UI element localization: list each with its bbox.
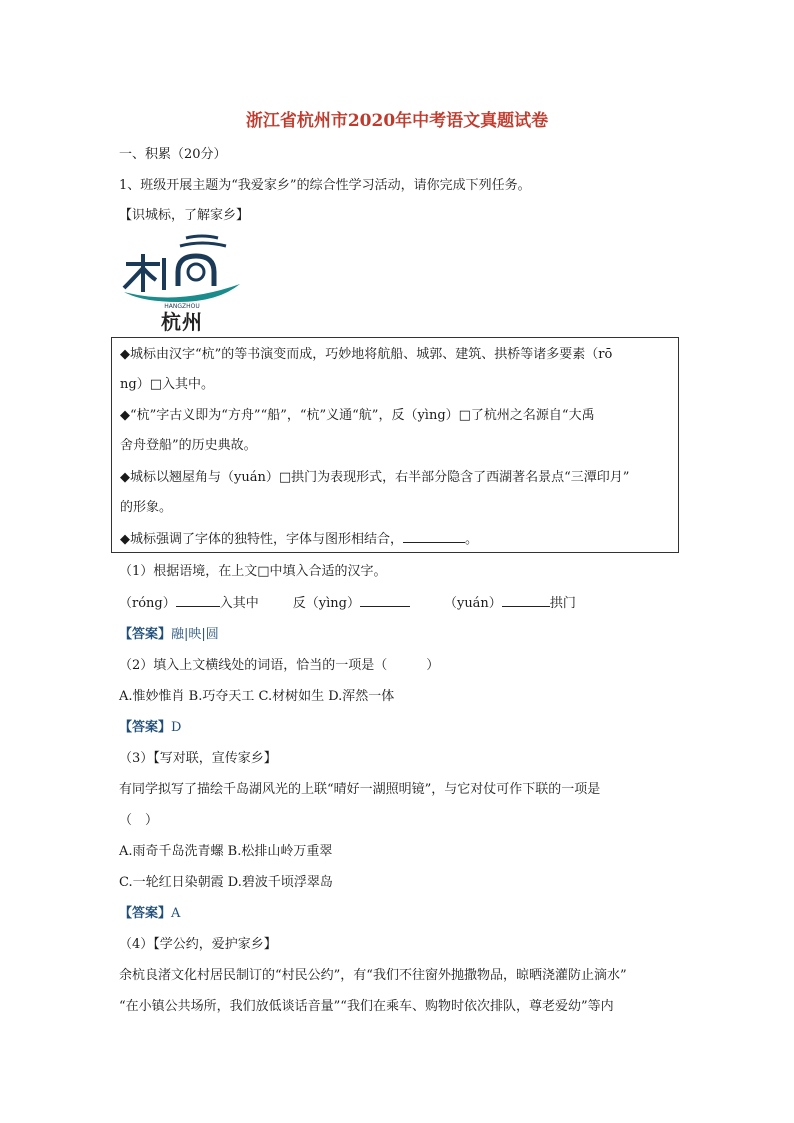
- fill-label: （yuán）: [443, 596, 502, 611]
- box-text: 。: [465, 532, 479, 547]
- question-1-3-options-ab: A.雨奇千岛洗青螺 B.松排山岭万重翠: [119, 844, 333, 859]
- question-1-1: （1）根据语境，在上文□中填入合适的汉字。: [119, 564, 387, 579]
- box-line: ◆城标由汉字“杭”的等书演变而成，巧妙地将航船、城郭、建筑、拱桥等诸多要素（rō: [120, 347, 613, 362]
- question-1-4: （4）【学公约，爱护家乡】: [119, 937, 277, 952]
- hangzhou-logo-icon: [118, 232, 246, 310]
- fill-blank: [403, 530, 465, 543]
- question-1-3-text: 有同学拟写了描绘千岛湖风光的上联“晴好一湖照明镜”，与它对仗可作下联的一项是: [119, 782, 601, 797]
- logo-english-text: HANGZHOU: [164, 303, 200, 310]
- fill-label: 反（yìng）: [292, 596, 360, 611]
- question-1-2: （2）填入上文横线处的词语，恰当的一项是（ ）: [119, 658, 440, 673]
- answer-label: 【答案】: [119, 906, 172, 921]
- fill-blank: [360, 594, 410, 607]
- hangzhou-city-logo: [118, 232, 246, 334]
- section-heading: 一、积累（20分）: [119, 147, 227, 162]
- box-line: 舍舟登船”的历史典故。: [120, 438, 257, 453]
- question-1-3-options-cd: C.一轮红日染朝霞 D.碧波千顷浮翠岛: [119, 875, 333, 890]
- fill-in-row: [119, 594, 576, 613]
- logo-chinese-text: 杭州: [161, 310, 203, 334]
- answer-3: [119, 905, 180, 923]
- fill-label: 拱门: [549, 596, 576, 611]
- answer-2: [119, 719, 181, 737]
- question-1-3-paren: （ ）: [119, 813, 159, 828]
- answer-label: 【答案】: [119, 627, 172, 642]
- question-1-2-options: A.惟妙惟肖 B.巧夺天工 C.材树如生 D.浑然一体: [119, 689, 395, 704]
- page-title: 浙江省杭州市2020年中考语文真题试卷: [245, 111, 549, 131]
- box-line: 的形象。: [120, 500, 173, 515]
- fill-label: 入其中: [219, 596, 259, 611]
- box-line: [120, 530, 478, 549]
- answer-value: D: [171, 720, 182, 735]
- material-box: [111, 337, 679, 553]
- box-line: ◆城标以翘屋角与（yuán）□拱门为表现形式，右半部分隐含了西湖著名景点“三潭印月”: [120, 470, 630, 485]
- fill-label: （róng）: [119, 596, 176, 611]
- fill-blank: [176, 594, 220, 607]
- answer-value: 融|映|圆: [171, 627, 219, 642]
- box-line: ng）□入其中。: [120, 377, 214, 392]
- question-1-4-text: “在小镇公共场所，我们放低谈话音量”“我们在乘车、购物时依次排队，尊老爱幼”等内: [119, 999, 614, 1014]
- box-text: ◆城标强调了字体的独特性，字体与图形相结合，: [120, 532, 403, 547]
- question-1-4-text: 余杭良渚文化村居民制订的“村民公约”，有“我们不往窗外抛撒物品，晾晒浇灌防止滴水”: [119, 968, 627, 983]
- task-heading-1: 【识城标，了解家乡】: [119, 208, 250, 223]
- answer-label: 【答案】: [119, 720, 172, 735]
- question-1-3: （3）【写对联，宣传家乡】: [119, 751, 277, 766]
- fill-blank: [502, 594, 550, 607]
- answer-1: [119, 626, 219, 644]
- box-line: ◆“杭”字古义即为“方舟”“船”，“杭”义通“航”，反（yìng）□了杭州之名源自“大禹: [120, 408, 595, 423]
- answer-value: A: [171, 906, 181, 921]
- question-1: 1、班级开展主题为“我爱家乡”的综合性学习活动，请你完成下列任务。: [119, 178, 531, 193]
